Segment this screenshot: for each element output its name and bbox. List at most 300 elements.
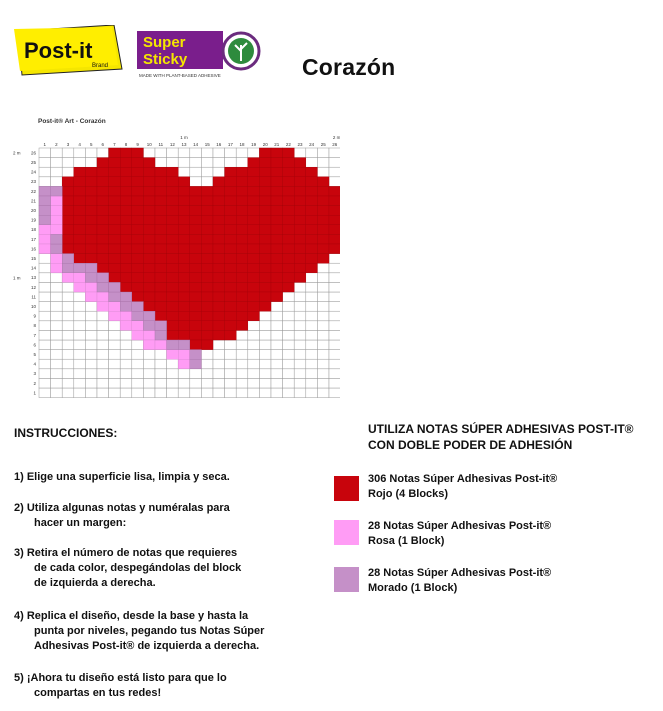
- grid-cell: [306, 302, 318, 312]
- red-cell: [167, 302, 179, 312]
- red-cell: [109, 167, 121, 177]
- red-cell: [283, 177, 295, 187]
- grid-cell: [155, 369, 167, 379]
- grid-cell: [85, 158, 97, 168]
- grid-cell: [236, 359, 248, 369]
- grid-cell: [39, 369, 51, 379]
- grid-cell: [74, 311, 86, 321]
- red-cell: [225, 282, 237, 292]
- pink-cell: [51, 254, 63, 264]
- grid-cell: [259, 388, 271, 398]
- red-cell: [271, 196, 283, 206]
- grid-cell: [248, 321, 260, 331]
- grid-cell: [132, 340, 144, 350]
- red-cell: [74, 234, 86, 244]
- grid-cell: [329, 177, 340, 187]
- red-cell: [97, 234, 109, 244]
- grid-cell: [97, 311, 109, 321]
- pink-cell: [167, 350, 179, 360]
- grid-cell: [97, 148, 109, 158]
- grid-cell: [271, 321, 283, 331]
- heart-grid: [10, 126, 340, 404]
- red-cell: [225, 311, 237, 321]
- row-number: 6: [33, 342, 36, 348]
- grid-cell: [225, 388, 237, 398]
- grid-cell: [213, 350, 225, 360]
- pink-cell: [74, 282, 86, 292]
- red-cell: [259, 292, 271, 302]
- grid-cell: [132, 369, 144, 379]
- red-cell: [178, 330, 190, 340]
- column-number: 13: [181, 142, 187, 147]
- column-number: 21: [274, 142, 280, 147]
- grid-cell: [120, 350, 132, 360]
- red-cell: [155, 167, 167, 177]
- red-cell: [248, 186, 260, 196]
- red-cell: [178, 263, 190, 273]
- grid-cell: [329, 148, 340, 158]
- grid-cell: [201, 359, 213, 369]
- red-cell: [190, 215, 202, 225]
- red-cell: [259, 302, 271, 312]
- red-cell: [62, 244, 74, 254]
- red-cell: [294, 273, 306, 283]
- red-cell: [329, 206, 340, 216]
- red-cell: [225, 215, 237, 225]
- red-cell: [236, 225, 248, 235]
- svg-text:Sticky: Sticky: [143, 51, 188, 68]
- red-cell: [97, 186, 109, 196]
- grid-cell: [74, 369, 86, 379]
- grid-cell: [306, 350, 318, 360]
- purple-cell: [167, 340, 179, 350]
- red-cell: [190, 196, 202, 206]
- grid-cell: [329, 282, 340, 292]
- note-pink: 28 Notas Súper Adhesivas Post-it® Rosa (1 Block): [368, 520, 552, 547]
- grid-cell: [178, 378, 190, 388]
- red-cell: [236, 206, 248, 216]
- red-cell: [167, 225, 179, 235]
- grid-cell: [97, 369, 109, 379]
- red-cell: [167, 282, 179, 292]
- pink-cell: [97, 292, 109, 302]
- grid-cell: [201, 177, 213, 187]
- red-cell: [236, 234, 248, 244]
- red-cell: [248, 244, 260, 254]
- grid-cell: [248, 330, 260, 340]
- pink-cell: [143, 330, 155, 340]
- red-cell: [225, 330, 237, 340]
- grid-cell: [271, 330, 283, 340]
- grid-cell: [213, 378, 225, 388]
- red-cell: [283, 244, 295, 254]
- row-number: 20: [30, 208, 36, 213]
- swatch-purple: [334, 567, 359, 592]
- red-cell: [236, 177, 248, 187]
- step-4: 4) Replica el diseño, desde la base y hasta la punta por niveles, pegando tus Notas Súper Adhesivas Post-it® de izquierda a derecha.: [14, 610, 265, 652]
- red-cell: [143, 177, 155, 187]
- red-cell: [190, 254, 202, 264]
- red-cell: [190, 302, 202, 312]
- red-cell: [283, 186, 295, 196]
- red-cell: [167, 186, 179, 196]
- grid-cell: [190, 378, 202, 388]
- red-cell: [213, 177, 225, 187]
- red-cell: [225, 234, 237, 244]
- red-cell: [294, 177, 306, 187]
- red-cell: [74, 167, 86, 177]
- grid-cell: [97, 321, 109, 331]
- pink-cell: [109, 302, 121, 312]
- purple-cell: [155, 330, 167, 340]
- red-cell: [329, 186, 340, 196]
- grid-cell: [329, 311, 340, 321]
- svg-text:Post-it: Post-it: [24, 38, 93, 63]
- purple-cell: [39, 186, 51, 196]
- scale-label-left-mid: 1 m: [13, 275, 21, 281]
- row-number: 18: [30, 227, 36, 233]
- red-cell: [120, 273, 132, 283]
- red-cell: [259, 196, 271, 206]
- grid-cell: [190, 388, 202, 398]
- red-cell: [271, 263, 283, 273]
- grid-cell: [51, 177, 63, 187]
- red-cell: [178, 177, 190, 187]
- grid-cell: [201, 148, 213, 158]
- red-cell: [213, 196, 225, 206]
- red-cell: [294, 206, 306, 216]
- step-3: 3) Retira el número de notas que requieres de cada color, despegándolas del block de izquierda a derecha.: [14, 547, 242, 589]
- red-cell: [190, 311, 202, 321]
- grid-cell: [62, 321, 74, 331]
- red-cell: [109, 148, 121, 158]
- svg-text:Brand: Brand: [92, 63, 109, 69]
- red-cell: [62, 196, 74, 206]
- grid-cell: [85, 148, 97, 158]
- grid-cell: [317, 350, 329, 360]
- red-cell: [167, 177, 179, 187]
- row-number: 9: [33, 313, 36, 319]
- row-number: 19: [30, 217, 36, 223]
- red-cell: [109, 206, 121, 216]
- grid-cell: [155, 158, 167, 168]
- grid-cell: [248, 148, 260, 158]
- grid-cell: [271, 340, 283, 350]
- purple-cell: [190, 350, 202, 360]
- red-cell: [201, 244, 213, 254]
- grid-cell: [120, 340, 132, 350]
- red-cell: [248, 215, 260, 225]
- red-cell: [132, 215, 144, 225]
- grid-cell: [155, 378, 167, 388]
- red-cell: [317, 215, 329, 225]
- grid-cell: [329, 292, 340, 302]
- grid-cell: [225, 350, 237, 360]
- red-cell: [85, 177, 97, 187]
- grid-cell: [120, 388, 132, 398]
- red-cell: [283, 225, 295, 235]
- grid-cell: [201, 158, 213, 168]
- row-number: 23: [30, 179, 36, 185]
- red-cell: [248, 292, 260, 302]
- red-cell: [190, 330, 202, 340]
- grid-cell: [329, 330, 340, 340]
- red-cell: [120, 263, 132, 273]
- red-cell: [62, 215, 74, 225]
- red-cell: [201, 330, 213, 340]
- red-cell: [74, 196, 86, 206]
- red-cell: [167, 321, 179, 331]
- red-cell: [155, 177, 167, 187]
- red-cell: [201, 311, 213, 321]
- grid-cell: [62, 148, 74, 158]
- red-cell: [109, 234, 121, 244]
- page-title: Corazón: [302, 54, 396, 80]
- grid-cell: [236, 148, 248, 158]
- grid-cell: [248, 340, 260, 350]
- grid-cell: [62, 302, 74, 312]
- grid-cell: [97, 359, 109, 369]
- red-cell: [155, 282, 167, 292]
- grid-cell: [74, 292, 86, 302]
- grid-cell: [51, 273, 63, 283]
- red-cell: [132, 158, 144, 168]
- pink-cell: [155, 340, 167, 350]
- red-cell: [190, 186, 202, 196]
- red-cell: [132, 177, 144, 187]
- red-cell: [329, 196, 340, 206]
- grid-cell: [329, 321, 340, 331]
- red-cell: [317, 177, 329, 187]
- grid-cell: [329, 388, 340, 398]
- red-cell: [178, 225, 190, 235]
- grid-cell: [109, 359, 121, 369]
- red-cell: [225, 225, 237, 235]
- grid-cell: [294, 350, 306, 360]
- grid-cell: [317, 273, 329, 283]
- red-cell: [225, 186, 237, 196]
- purple-cell: [74, 263, 86, 273]
- red-cell: [167, 292, 179, 302]
- grid-cell: [201, 378, 213, 388]
- red-cell: [97, 225, 109, 235]
- red-cell: [248, 234, 260, 244]
- red-cell: [178, 254, 190, 264]
- grid-cell: [225, 340, 237, 350]
- grid-cell: [178, 148, 190, 158]
- grid-cell: [39, 388, 51, 398]
- grid-cell: [259, 330, 271, 340]
- red-cell: [248, 282, 260, 292]
- purple-cell: [143, 311, 155, 321]
- grid-cell: [155, 359, 167, 369]
- red-cell: [213, 273, 225, 283]
- grid-cell: [97, 340, 109, 350]
- grid-cell: [167, 359, 179, 369]
- grid-cell: [317, 302, 329, 312]
- purple-cell: [120, 292, 132, 302]
- grid-cell: [271, 378, 283, 388]
- red-cell: [62, 186, 74, 196]
- red-cell: [109, 177, 121, 187]
- grid-cell: [306, 378, 318, 388]
- grid-cell: [85, 378, 97, 388]
- grid-cell: [62, 350, 74, 360]
- grid-cell: [213, 167, 225, 177]
- red-cell: [259, 177, 271, 187]
- red-cell: [213, 292, 225, 302]
- grid-cell: [283, 321, 295, 331]
- red-cell: [178, 234, 190, 244]
- grid-cell: [329, 302, 340, 312]
- column-number: 5: [89, 142, 93, 147]
- red-cell: [143, 244, 155, 254]
- grid-cell: [39, 340, 51, 350]
- red-cell: [97, 244, 109, 254]
- red-cell: [317, 196, 329, 206]
- purple-cell: [85, 263, 97, 273]
- grid-cell: [306, 148, 318, 158]
- grid-cell: [97, 330, 109, 340]
- grid-cell: [62, 292, 74, 302]
- row-number: 25: [30, 160, 36, 165]
- red-cell: [225, 263, 237, 273]
- row-number: 15: [30, 256, 36, 261]
- red-cell: [213, 234, 225, 244]
- swatch-red: [334, 476, 359, 501]
- red-cell: [85, 234, 97, 244]
- purple-cell: [109, 282, 121, 292]
- grid-cell: [51, 321, 63, 331]
- pink-cell: [85, 282, 97, 292]
- red-cell: [190, 234, 202, 244]
- column-number: 2: [55, 142, 58, 147]
- red-cell: [109, 273, 121, 283]
- red-cell: [190, 321, 202, 331]
- grid-cell: [306, 388, 318, 398]
- red-cell: [97, 177, 109, 187]
- grid-cell: [74, 359, 86, 369]
- purple-cell: [39, 215, 51, 225]
- grid-cell: [248, 359, 260, 369]
- red-cell: [167, 254, 179, 264]
- column-number: 14: [193, 142, 199, 147]
- row-number: 12: [30, 284, 36, 290]
- pink-cell: [62, 273, 74, 283]
- red-cell: [306, 215, 318, 225]
- red-cell: [132, 148, 144, 158]
- red-cell: [132, 292, 144, 302]
- grid-cell: [317, 263, 329, 273]
- column-number: 1: [43, 142, 47, 147]
- grid-cell: [201, 369, 213, 379]
- red-cell: [143, 234, 155, 244]
- pink-cell: [178, 350, 190, 360]
- purple-cell: [132, 311, 144, 321]
- red-cell: [74, 206, 86, 216]
- grid-cell: [167, 378, 179, 388]
- grid-cell: [85, 330, 97, 340]
- red-cell: [271, 148, 283, 158]
- notes-heading: UTILIZA NOTAS SÚPER ADHESIVAS POST-IT® CON DOBLE PODER DE ADHESIÓN: [368, 422, 634, 452]
- red-cell: [178, 186, 190, 196]
- red-cell: [236, 273, 248, 283]
- red-cell: [178, 244, 190, 254]
- column-number: 24: [309, 142, 315, 147]
- red-cell: [236, 311, 248, 321]
- grid-cell: [236, 350, 248, 360]
- red-cell: [248, 158, 260, 168]
- grid-cell: [39, 302, 51, 312]
- grid-cell: [51, 388, 63, 398]
- grid-cell: [294, 282, 306, 292]
- red-cell: [329, 234, 340, 244]
- red-cell: [143, 225, 155, 235]
- red-cell: [85, 225, 97, 235]
- row-number: 17: [30, 236, 36, 242]
- red-cell: [329, 215, 340, 225]
- red-cell: [155, 273, 167, 283]
- purple-cell: [97, 282, 109, 292]
- grid-cell: [201, 388, 213, 398]
- red-cell: [85, 167, 97, 177]
- step-5: 5) ¡Ahora tu diseño está listo para que lo compartas en tus redes!: [14, 672, 227, 699]
- column-number: 9: [136, 142, 139, 147]
- grid-cell: [143, 359, 155, 369]
- scale-label-top-right: 2 m: [332, 135, 340, 140]
- grid-cell: [62, 378, 74, 388]
- red-cell: [167, 273, 179, 283]
- grid-cell: [283, 350, 295, 360]
- red-cell: [143, 196, 155, 206]
- grid-cell: [51, 378, 63, 388]
- red-cell: [155, 186, 167, 196]
- grid-cell: [329, 340, 340, 350]
- red-cell: [190, 206, 202, 216]
- red-cell: [143, 263, 155, 273]
- column-number: 19: [251, 142, 257, 147]
- grid-cell: [62, 158, 74, 168]
- pink-cell: [39, 225, 51, 235]
- red-cell: [294, 225, 306, 235]
- red-cell: [317, 186, 329, 196]
- super-sticky-logo: [137, 29, 263, 79]
- red-cell: [271, 215, 283, 225]
- red-cell: [143, 186, 155, 196]
- grid-cell: [248, 369, 260, 379]
- red-cell: [329, 225, 340, 235]
- red-cell: [178, 273, 190, 283]
- grid-cell: [74, 340, 86, 350]
- red-cell: [236, 167, 248, 177]
- red-cell: [294, 234, 306, 244]
- red-cell: [236, 302, 248, 312]
- grid-cell: [259, 359, 271, 369]
- grid-cell: [39, 282, 51, 292]
- red-cell: [120, 167, 132, 177]
- grid-cell: [236, 158, 248, 168]
- red-cell: [294, 196, 306, 206]
- red-cell: [271, 167, 283, 177]
- step-2: 2) Utiliza algunas notas y numéralas para hacer un margen:: [14, 502, 230, 529]
- column-number: 12: [169, 142, 175, 147]
- red-cell: [143, 215, 155, 225]
- grid-cell: [39, 273, 51, 283]
- column-number: 15: [204, 142, 210, 147]
- grid-cell: [155, 350, 167, 360]
- red-cell: [271, 244, 283, 254]
- grid-cell: [283, 369, 295, 379]
